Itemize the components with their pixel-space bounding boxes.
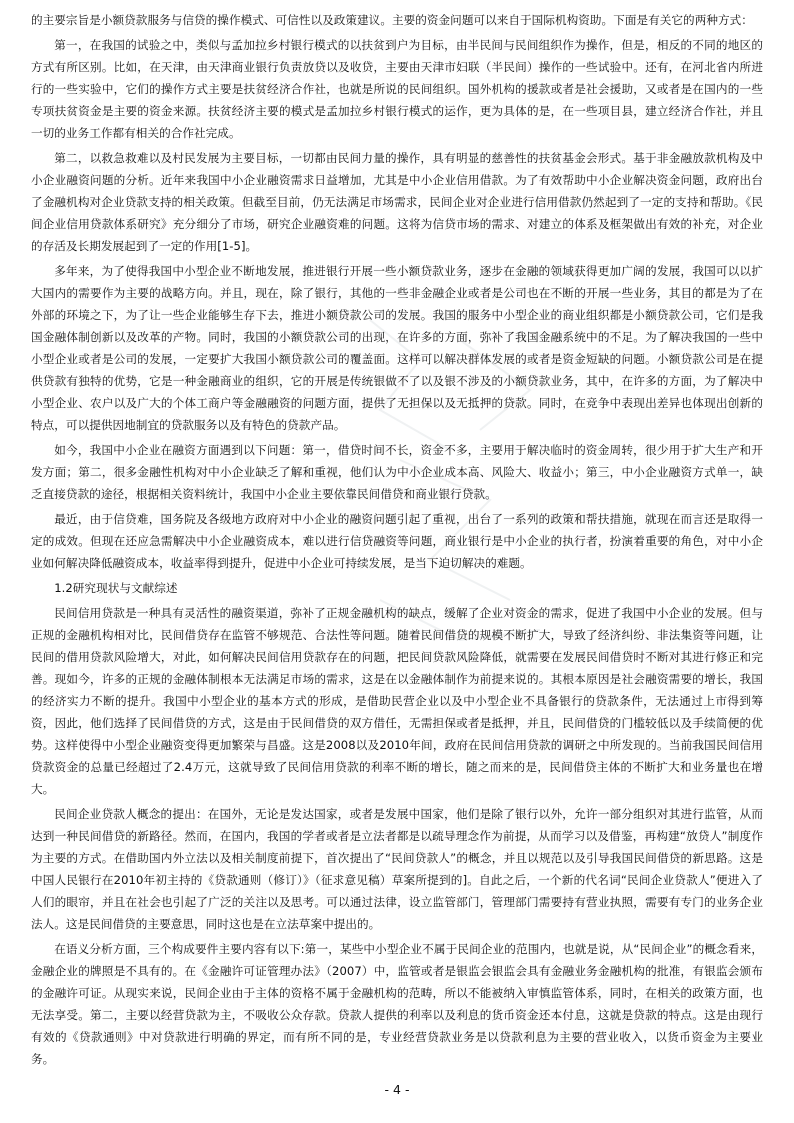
paragraph-4: 多年来，为了使得我国中小型企业不断地发展，推进银行开展一些小额贷款业务，逐步在金融的领域获得更加广阔的发展，我国可以以扩大国内的需要作为主要的战略方向。并且，现在，除了银行，其他的一些非金融企业或者是公司也在不断的开展一些业务，其目的都是为了在外部的环境之下，为了让一些企业能够生存下去，推进小额贷款公司的发展。我国的服务中小型企业的商业组织都是小额贷款公司，它们是我国金融体制创新以及改革的产物。同时，我国的小额贷款公司的出现，在许多的方面，弥补了我国金融系统中的不足。为了解决我国的一些中小型企业或者是公司的发展，一定要扩大我国小额贷款公司的覆盖面。这样可以解决群体发展的或者是资金短缺的问题。小额贷款公司是在提供贷款有独特的优势，它是一种金融商业的组织，它的开展是传统银做不了以及银不涉及的小额贷款业务，其中，在许多的方面，为了解决中小型企业、农户以及广大的个体工商户等金融融资的问题方面，提供了无担保以及无抵押的贷款。同时，在竞争中表现出差异也体现出创新的特点，可以提供因地制宜的贷款服务以及有特色的贷款产品。 [31,263,763,433]
paragraph-2: 第一，在我国的试验之中，类似与孟加拉乡村银行模式的以扶贫到户为目标，由半民间与民间组织作为操作，但是，相反的不同的地区的方式有所区别。比如，在天津，由天津商业银行负责放贷以及收贷，主要由天津市妇联（半民间）操作的一些试验中。还有，在河北省内所进行的一些实验中，它们的操作方式主要是扶贫经济合作社，也就是所说的民间组织。国外机构的援款或者是社会援助，又或者是在国内的一些专项扶贫资金是主要的资金来源。扶贫经济主要的模式是孟加拉乡村银行模式的运作，更为具体的是，在一些项目县，建立经济合作社，并且一切的业务工作都有相关的合作社完成。 [31,37,763,141]
page-number: - 4 - [384,1082,410,1097]
paragraph-3: 第二，以救急救难以及村民发展为主要目标，一切都由民间力量的操作，具有明显的慈善性的扶贫基金会形式。基于非金融放款机构及中小企业融资问题的分析。近年来我国中小企业融资需求日益增加，尤其是中小企业信用借款。为了有效帮助中小企业解决资金问题，政府出台了金融机构对企业贷款支持的相关政策。但截至目前，仍无法满足市场需求，民间企业对企业进行信用借款仍然起到了一定的支持和帮助。《民间企业信用贷款体系研究》充分细分了市场，研究企业融资难的问题。这将为信贷市场的需求、对建立的体系及框架做出有效的补充，对企业的存活及长期发展起到了一定的作用[1-5]。 [31,150,763,254]
section-heading: 1.2研究现状与文献综述 [54,580,178,595]
paragraph-7: 民间信用贷款是一种具有灵活性的融资渠道，弥补了正规金融机构的缺点，缓解了企业对资金的需求，促进了我国中小企业的发展。但与正规的金融机构相对比，民间借贷存在监管不够规范、合法性等问题。随着民间借贷的规模不断扩大，导致了经济纠纷、非法集资等问题，让民间的借用贷款风险增大，对此，如何解决民间信用贷款存在的问题，把民间贷款风险降低，就需要在发展民间借贷时不断对其进行修正和完善。现如今，许多的正规的金融体制根本无法满足市场的需求，这是在以金融体制作为前提来说的。其根本原因是社会融资需要的增长，我国的经济实力不断的提升。我国中小型企业的基本方式的形成，是借助民营企业以及中小型企业不具备银行的贷款条件，无法通过上市得到筹资，因此，他们选择了民间借贷的方式，这是由于民间借贷的双方借任，无需担保或者是抵押，并且，民间借贷的门槛较低以及手续简便的优势。这样使得中小型企业融资变得更加繁荣与昌盛。这是2008以及2010年间，政府在民间信用贷款的调研之中所发现的。当前我国民间信用贷款资金的总量已经超过了2.4万元，这就导致了民间信用贷款的利率不断的增长，随之而来的是，民间借贷主体的不断扩大和业务量也在增大。 [31,605,763,797]
body-text [31,9,763,1073]
paragraph-8: 民间企业贷款人概念的提出：在国外，无论是发达国家，或者是发展中国家，他们是除了银行以外，允许一部分组织对其进行监管，从而达到一种民间借贷的新路径。然而，在国内，我国的学者或者是立法者都是以疏导理念作为前提，从而学习以及借鉴，再构建“放贷人”制度作为主要的方式。在借助国内外立法以及相关制度前提下，首次提出了“民间贷款人”的概念，并且以规范以及引导我国民间借贷的新思路。这是中国人民银行在2010年初主持的《贷款通则（修订）》（征求意见稿）草案所提到的]。自此之后，一个新的代名词“民间企业贷款人”便进入了人们的眼帘，并且在社会也引起了广泛的关注以及思考。可以通过法律，设立监管部门，管理部门需要持有营业执照，需要有专门的业务企业法人。这是民间借贷的主要意思，同时这也是在立法草案中提出的。 [31,807,763,932]
paragraph-9: 在语义分析方面，三个构成要件主要内容有以下:第一，某些中小型企业不属于民间企业的范围内，也就是说，从“民间企业”的概念看来，金融企业的牌照是不具有的。在《金融许可证管理办法》（2007）中，监管或者是银监会银监会具有金融业务金融机构的批准，有银监会颁布的金融许可证。从现实来说，民间企业由于主体的资格不属于金融机构的范畴，所以不能被纳入审慎监管体系，同时，在相关的政策方面，也无法享受。第二，主要以经营贷款为主，不吸收公众存款。贷款人提供的利率以及利息的货币资金还本付息，这就是贷款的特点。这是由现行有效的《贷款通则》中对贷款进行明确的界定，而有所不同的是，专业经营贷款业务是以贷款利息为主要的营业收入，以货币资金为主要业务。 [31,942,763,1067]
paragraph-5: 如今，我国中小企业在融资方面遇到以下问题：第一，借贷时间不长，资金不多，主要用于解决临时的资金周转，很少用于扩大生产和开发方面；第二，很多金融性机构对中小企业缺乏了解和重视，他们认为中小企业成本高、风险大、收益小；第三，中小企业融资方式单一，缺乏直接贷款的途径，根据相关资料统计，我国中小企业主要依靠民间借贷和商业银行贷款。 [31,443,763,502]
paragraph-1: 的主要宗旨是小额贷款服务与信贷的操作模式、可信性以及政策建议。主要的资金问题可以来自于国际机构资助。下面是有关它的两种方式： [31,13,753,27]
paragraph-6: 最近，由于信贷难，国务院及各级地方政府对中小企业的融资问题引起了重视，出台了一系列的政策和帮扶措施，就现在而言还是取得一定的成效。但现在还应急需解决中小企业融资成本，难以进行信贷融资等问题，商业银行是中小企业的执行者，扮演着重要的角色，对中小企业如何解决降低融资成本，收益率得到提升，促进中小企业可持续发展，是当下迫切解决的难题。 [31,512,763,571]
